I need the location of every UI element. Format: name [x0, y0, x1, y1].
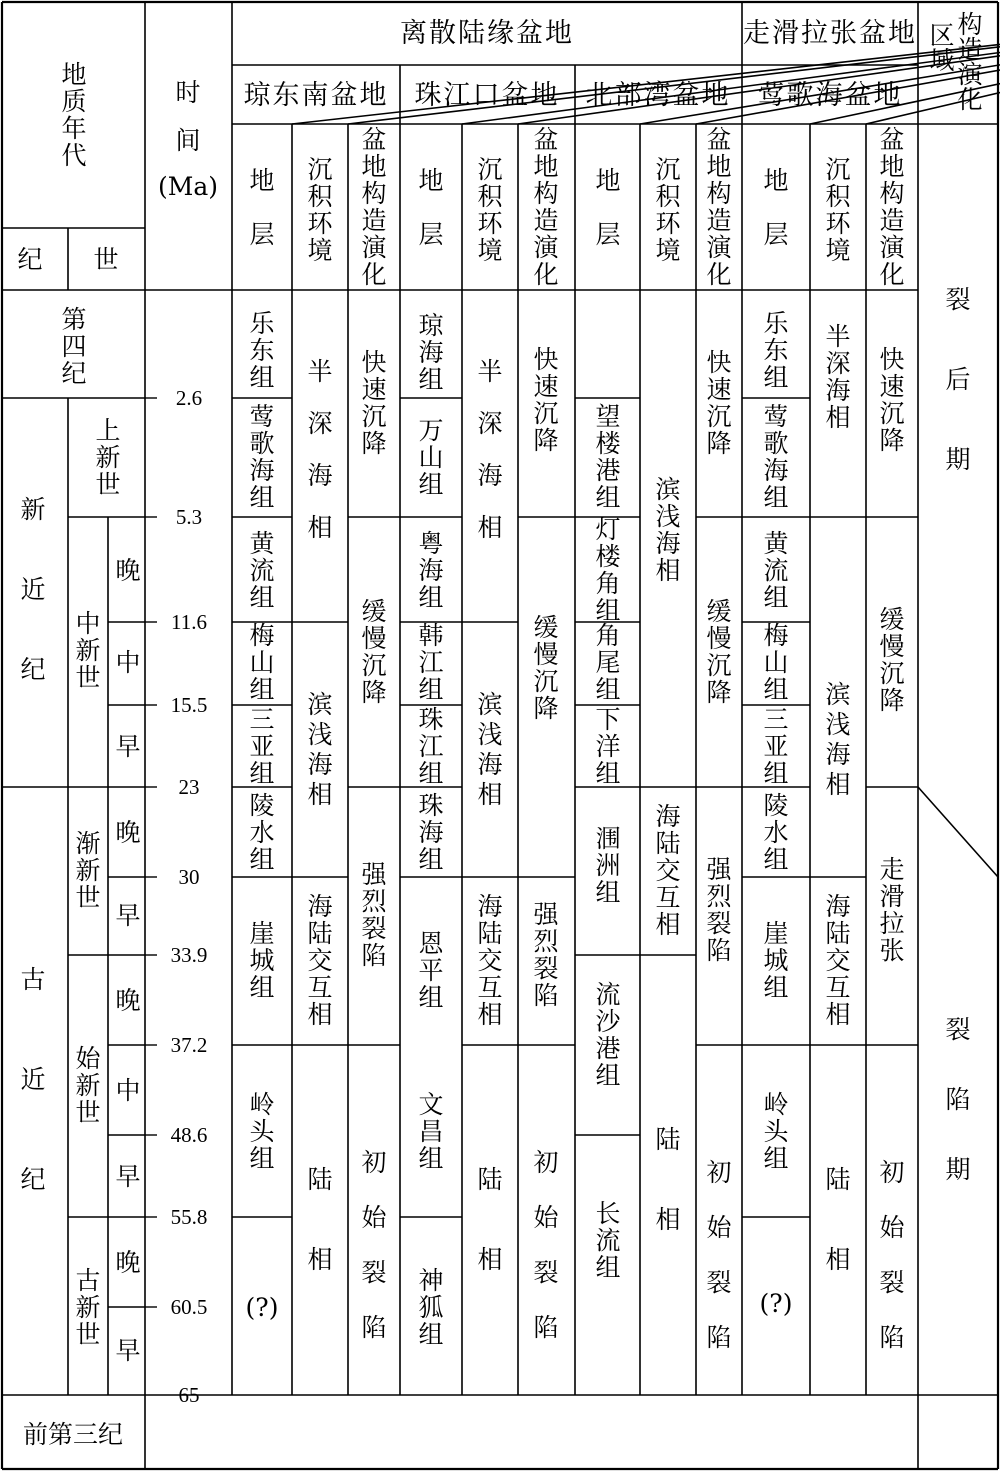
pearl-river-strata: 琼 海 组 [418, 310, 444, 394]
yinggehai-strata: 岭 头 组 [763, 1089, 789, 1173]
pre-tertiary-label: 前第三纪 [22, 1419, 123, 1449]
sub-header-tect: 盆 地 构 造 演 化 [361, 125, 387, 289]
yinggehai-env: 半 深 海 相 [825, 322, 851, 432]
sub-epoch-label: 早 [115, 1161, 141, 1191]
qiongdongnan-strata: 黄 流 组 [249, 528, 275, 612]
qiongdongnan-tect: 强 烈 裂 陷 [361, 860, 387, 970]
pearl-river-strata: 神 狐 组 [418, 1265, 444, 1349]
beibuwan-strata: 长 流 组 [595, 1198, 621, 1282]
sub-epoch-label: 早 [115, 1335, 141, 1365]
beibuwan-strata: 涠 洲 组 [595, 823, 621, 907]
qiongdongnan-env: 滨 浅 海 相 [307, 690, 333, 809]
age-11.6: 11.6 [171, 609, 207, 634]
beibuwan-env: 滨 浅 海 相 [655, 475, 681, 585]
qiongdongnan-strata: 莺 歌 海 组 [249, 402, 275, 512]
neogene-label: 新 近 纪 [20, 495, 46, 684]
yinggehai-env: 陆 相 [825, 1165, 851, 1274]
grid-line [918, 787, 998, 877]
beibuwan-tect: 强 烈 裂 陷 [706, 855, 732, 965]
sub-header-env: 沉 积 环 境 [307, 155, 333, 265]
pearl-river-env: 海 陆 交 互 相 [477, 891, 503, 1029]
qiongdongnan-strata: 梅 山 组 [249, 620, 275, 704]
sub-epoch-label: 晚 [115, 555, 141, 585]
pearl-river-strata: 万 山 组 [418, 415, 444, 499]
sub-header-tect: 盆 地 构 造 演 化 [533, 125, 559, 289]
age-30: 30 [178, 864, 200, 889]
yinggehai-strata: 莺 歌 海 组 [763, 402, 789, 512]
regional-header: 区 域 [929, 21, 955, 75]
yinggehai-strata: (?) [759, 1288, 793, 1318]
sub-epoch-label: 早 [115, 900, 141, 930]
yinggehai-tect: 初 始 裂 陷 [879, 1158, 905, 1352]
eocene-label: 始 新 世 [75, 1043, 101, 1127]
basin-header-0: 琼东南盆地 [243, 79, 389, 111]
pearl-river-tect: 强 烈 裂 陷 [533, 900, 559, 1010]
age-60.5: 60.5 [170, 1294, 208, 1319]
miocene-label: 中 新 世 [75, 608, 101, 692]
passive-margin-header: 离散陆缘盆地 [400, 17, 574, 49]
sub-epoch-label: 中 [115, 1075, 141, 1105]
sub-header-tect: 盆 地 构 造 演 化 [706, 125, 732, 289]
beibuwan-tect: 初 始 裂 陷 [706, 1158, 732, 1352]
time-header: 时 [175, 77, 201, 107]
paleogene-label: 古 近 纪 [20, 965, 46, 1194]
pearl-river-strata: 粤 海 组 [418, 528, 444, 612]
qiongdongnan-tect: 初 始 裂 陷 [361, 1148, 387, 1342]
sub-epoch-label: 早 [115, 731, 141, 761]
period-header: 纪 [17, 244, 43, 274]
pearl-river-env: 滨 浅 海 相 [477, 690, 503, 809]
sub-header-strata: 地 层 [418, 166, 444, 249]
pearl-river-strata: 韩 江 组 [418, 620, 444, 704]
strike-slip-header: 走滑拉张盆地 [743, 17, 917, 49]
pearl-river-strata: 珠 海 组 [418, 790, 444, 874]
sub-header-strata: 地 层 [249, 166, 275, 249]
pearl-river-tect: 初 始 裂 陷 [533, 1148, 559, 1342]
regional-header: 构 造 演 化 [957, 10, 983, 114]
time-header: 间 [175, 125, 201, 155]
qiongdongnan-strata: 岭 头 组 [249, 1089, 275, 1173]
yinggehai-strata: 乐 东 组 [763, 308, 789, 392]
pearl-river-tect: 快 速 沉 降 [533, 345, 559, 455]
age-15.5: 15.5 [170, 692, 208, 717]
age-48.6: 48.6 [170, 1122, 208, 1147]
paleocene-label: 古 新 世 [75, 1265, 101, 1349]
regional-post-rift: 裂 后 期 [945, 285, 971, 474]
regional-rift: 裂 陷 期 [945, 1015, 971, 1184]
qiongdongnan-env: 陆 相 [307, 1165, 333, 1274]
yinggehai-strata: 三 亚 组 [763, 704, 789, 788]
sub-epoch-label: 中 [115, 647, 141, 677]
yinggehai-tect: 快 速 沉 降 [879, 345, 905, 455]
sub-epoch-label: 晚 [115, 985, 141, 1015]
sub-header-env: 沉 积 环 境 [477, 155, 503, 265]
basin-header-1: 珠江口盆地 [414, 79, 560, 111]
epoch-header: 世 [93, 244, 119, 274]
basin-header-3: 莺歌海盆地 [757, 79, 903, 111]
pliocene-label: 上 新 世 [95, 415, 121, 499]
pearl-river-env: 陆 相 [477, 1165, 503, 1274]
sub-header-env: 沉 积 环 境 [655, 155, 681, 265]
qiongdongnan-env: 海 陆 交 互 相 [307, 891, 333, 1029]
qiongdongnan-strata: 陵 水 组 [249, 790, 275, 874]
qiongdongnan-strata: (?) [245, 1292, 279, 1322]
beibuwan-tect: 快 速 沉 降 [706, 348, 732, 458]
pearl-river-strata: 珠 江 组 [418, 704, 444, 788]
yinggehai-tect: 缓 慢 沉 降 [879, 605, 905, 715]
qiongdongnan-env: 半 深 海 相 [307, 357, 333, 542]
sub-epoch-label: 晚 [115, 1247, 141, 1277]
qiongdongnan-tect: 快 速 沉 降 [361, 348, 387, 458]
beibuwan-strata: 望 楼 港 组 [595, 402, 621, 512]
sub-header-env: 沉 积 环 境 [825, 155, 851, 265]
oligocene-label: 渐 新 世 [75, 828, 101, 912]
age-55.8: 55.8 [170, 1204, 208, 1229]
geo-age-header: 地 质 年 代 [61, 60, 87, 170]
beibuwan-strata: 流 沙 港 组 [595, 980, 621, 1090]
yinggehai-strata: 陵 水 组 [763, 790, 789, 874]
age-23: 23 [178, 774, 200, 799]
beibuwan-strata: 下 洋 组 [595, 704, 621, 788]
age-65: 65 [178, 1382, 200, 1407]
pearl-river-strata: 文 昌 组 [418, 1089, 444, 1173]
yinggehai-strata: 崖 城 组 [763, 918, 789, 1002]
quaternary-label: 第 四 纪 [61, 304, 87, 388]
beibuwan-strata: 灯 楼 角 组 [595, 515, 621, 625]
age-33.9: 33.9 [170, 942, 208, 967]
sub-header-strata: 地 层 [763, 166, 789, 249]
pearl-river-tect: 缓 慢 沉 降 [533, 613, 559, 723]
beibuwan-strata: 角 尾 组 [595, 620, 621, 704]
yinggehai-tect: 走 滑 拉 张 [879, 855, 905, 965]
age-2.6: 2.6 [175, 385, 203, 410]
time-unit: (Ma) [157, 171, 218, 201]
yinggehai-env: 海 陆 交 互 相 [825, 891, 851, 1029]
sub-header-strata: 地 层 [595, 166, 621, 249]
pearl-river-env: 半 深 海 相 [477, 357, 503, 542]
yinggehai-strata: 黄 流 组 [763, 528, 789, 612]
qiongdongnan-tect: 缓 慢 沉 降 [361, 597, 387, 707]
yinggehai-env: 滨 浅 海 相 [825, 680, 851, 799]
qiongdongnan-strata: 三 亚 组 [249, 704, 275, 788]
beibuwan-env: 陆 相 [655, 1125, 681, 1234]
age-37.2: 37.2 [170, 1032, 208, 1057]
pearl-river-strata: 恩 平 组 [418, 928, 444, 1012]
qiongdongnan-strata: 乐 东 组 [249, 308, 275, 392]
beibuwan-env: 海 陆 交 互 相 [655, 801, 681, 939]
age-5.3: 5.3 [175, 504, 203, 529]
sub-epoch-label: 晚 [115, 817, 141, 847]
qiongdongnan-strata: 崖 城 组 [249, 918, 275, 1002]
basin-header-2: 北部湾盆地 [585, 79, 731, 111]
sub-header-tect: 盆 地 构 造 演 化 [879, 125, 905, 289]
yinggehai-strata: 梅 山 组 [763, 620, 789, 704]
beibuwan-tect: 缓 慢 沉 降 [706, 597, 732, 707]
